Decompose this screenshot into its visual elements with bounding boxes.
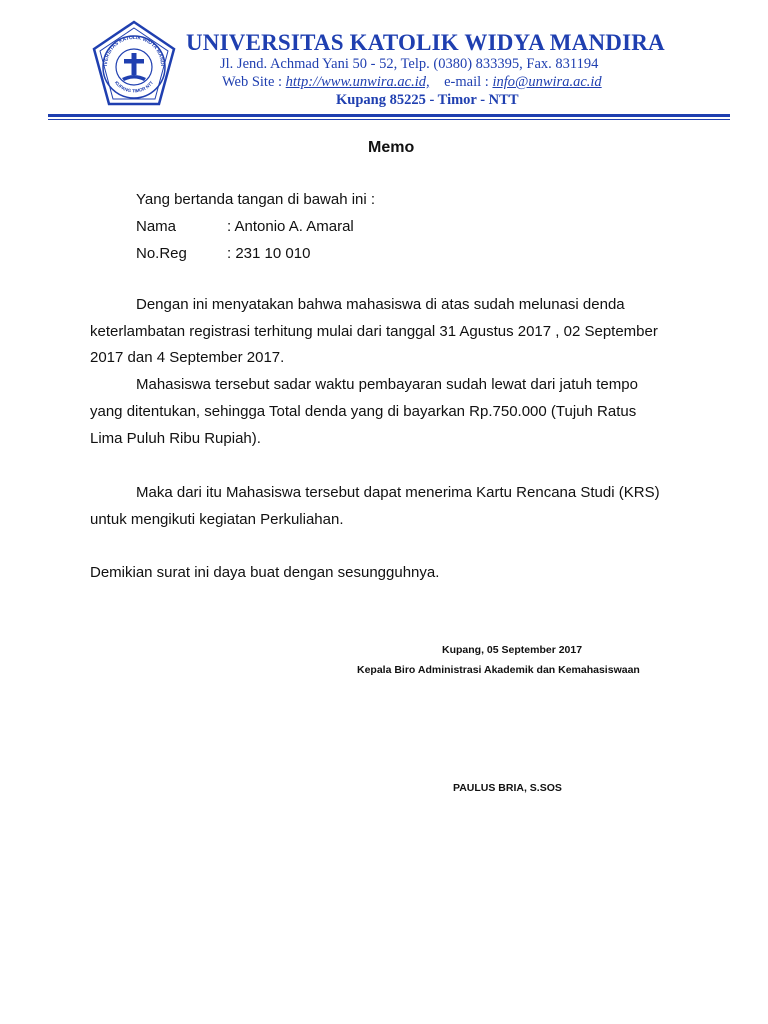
memo-title: Memo xyxy=(368,139,415,156)
city-line: Kupang 85225 - Timor - NTT xyxy=(336,92,519,108)
reg-value: : 231 10 010 xyxy=(227,245,311,262)
para3-line2: untuk mengikuti kegiatan Perkuliahan. xyxy=(90,511,344,528)
para1-line1: Dengan ini menyatakan bahwa mahasiswa di atas sudah melunasi denda xyxy=(136,296,625,313)
email-link[interactable]: info@unwira.ac.id xyxy=(492,74,602,90)
university-logo xyxy=(90,20,178,108)
logo-text-top: IVERSITAS KATOLIK WIDYA MANDI xyxy=(102,34,166,67)
intro-line: Yang bertanda tangan di bawah ini : xyxy=(136,191,376,208)
email-label: e-mail : xyxy=(444,74,489,90)
signatory-name: PAULUS BRIA, S.SOS xyxy=(453,782,562,794)
university-address: Jl. Jend. Achmad Yani 50 - 52, Telp. (0380) 833395, Fax. 831194 xyxy=(220,56,599,72)
website-link[interactable]: http://www.unwira.ac.id, xyxy=(285,74,430,90)
website-label: Web Site : xyxy=(222,74,283,90)
para2-line2: yang ditentukan, sehingga Total denda yang di bayarkan Rp.750.000 (Tujuh Ratus xyxy=(90,403,637,420)
reg-label: No.Reg xyxy=(136,245,187,262)
contact-line xyxy=(222,74,602,91)
para2-line3: Lima Puluh Ribu Rupiah). xyxy=(90,430,261,447)
logo-text-bottom: KUPANG TIMOR NTT xyxy=(113,80,155,94)
para2-line1: Mahasiswa tersebut sadar waktu pembayaran sudah lewat dari jatuh tempo xyxy=(136,376,638,393)
para3-line1: Maka dari itu Mahasiswa tersebut dapat menerima Kartu Rencana Studi (KRS) xyxy=(136,484,660,501)
header-rule-thin xyxy=(48,119,730,120)
signatory-position: Kepala Biro Administrasi Akademik dan Kemahasiswaan xyxy=(357,664,640,676)
para1-line2: keterlambatan registrasi terhitung mulai dari tanggal 31 Agustus 2017 , 02 September xyxy=(90,323,658,340)
university-name: UNIVERSITAS KATOLIK WIDYA MANDIRA xyxy=(186,30,665,55)
closing-line: Demikian surat ini daya buat dengan sesungguhnya. xyxy=(90,564,440,581)
para1-line3: 2017 dan 4 September 2017. xyxy=(90,349,285,366)
name-label: Nama xyxy=(136,218,177,235)
name-value: : Antonio A. Amaral xyxy=(227,218,354,235)
header-rule xyxy=(48,114,730,117)
place-date: Kupang, 05 September 2017 xyxy=(442,644,583,656)
